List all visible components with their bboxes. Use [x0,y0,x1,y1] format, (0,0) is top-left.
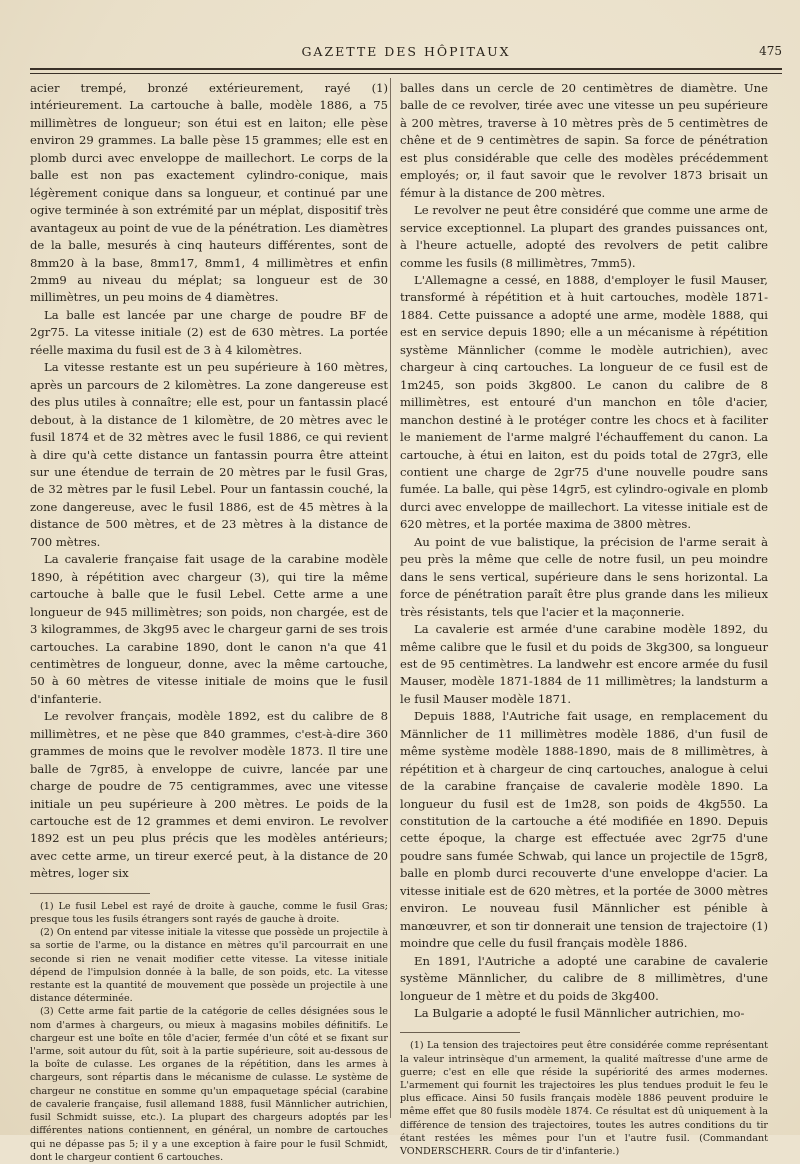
body-paragraph: L'Allemagne a cessé, en 1888, d'employer le fusil Mauser, transformé à répétition et à huit cartouches, modèle 1871-1884. Cette puissance a adopté une arme, modèle 1888, qui est en service depuis 1890; elle a un mécanisme à répétition système Männlicher (comme le modèle autrichien), avec chargeur à cinq cartouches. La longueur de ce fusil est de 1m245, son poids 3kg800. Le canon du calibre de 8 millimètres, est entouré d'un manchon en tôle d'acier, manchon destiné à le protéger contre les chocs et à faciliter le maniement de l'arme malgré l'échauffement du canon. La cartouche, à étui en laiton, est du poids total de 27gr3, elle contient une charge de 2gr75 d'une nouvelle poudre sans fumée. La balle, qui pèse 14gr5, est cylindro-ogivale en plomb durci avec enveloppe de maillechort. La vitesse initiale est de 620 mètres, et la portée maxima de 3800 mètres. [400,272,768,532]
footnote: (3) Cette arme fait partie de la catégorie de celles désignées sous le nom d'armes à chargeurs, ou mieux à magasins mobiles définitifs. Le chargeur est une boîte en tôle d'acier, fermée d'un côté et se fixant sur l'arme, soit autour du fût, soit à la partie supérieure, soit au-dessous de la boîte de culasse. Les organes de la répétition, dans les armes à chargeurs, sont répartis dans le mécanisme de culasse. Le système de chargeur ne constitue en somme qu'un empaquetage spécial (carabine de cavalerie française, fusil allemand 1888, fusil Männlicher autrichien, fusil Schmidt suisse, etc.). La plupart des chargeurs adoptés par les différentes nations contiennent, en général, un nombre de cartouches qui ne dépasse pas 5; il y a une exception à faire pour le fusil Schmidt, dont le chargeur contient 6 cartouches. [30,1006,388,1163]
body-paragraph: En 1891, l'Autriche a adopté une carabine de cavalerie système Männlicher, du calibre de 8 millimètres, d'une longueur de 1 mètre et du poids de 3kg400. [400,953,768,1003]
body-paragraph: La cavalerie est armée d'une carabine modèle 1892, du même calibre que le fusil et du poids de 3kg300, sa longueur est de 95 centimètres. La landwehr est encore armée du fusil Mauser, modèle 1871-1884 de 11 millimètres; la landsturm a le fusil Mauser modèle 1871. [400,622,768,706]
left-column [30,80,388,1164]
footnote-rule [30,893,150,894]
footnote: (1) Le fusil Lebel est rayé de droite à gauche, comme le fusil Gras; presque tous les fusils étrangers sont rayés de gauche à droite. [30,900,388,926]
body-paragraph: balles dans un cercle de 20 centimètres de diamètre. Une balle de ce revolver, tirée avec une vitesse un peu supérieure à 200 mètres, traverse à 10 mètres près de 5 centimètres de chêne et de 9 centimètres de sapin. Sa force de pénétration est plus considérable que celle des modèles précédemment employés; or, il faut savoir que le revolver 1873 brisait un fémur à la distance de 200 mètres. [400,81,768,200]
page-number: 475 [759,44,782,58]
column-divider [390,78,391,1118]
footnote: (2) On entend par vitesse initiale la vitesse que possède un projectile à sa sortie de l'arme, ou la distance en mètres qu'il parcourrait en une seconde si rien ne venait modifier cette vitesse. La vitesse initiale dépend de l'impulsion donnée à la balle, de son poids, etc. La vitesse restante est la quantité de mouvement que possède un projectile à une distance déterminée. [30,927,388,1005]
body-paragraph: Depuis 1888, l'Autriche fait usage, en remplacement du Männlicher de 11 millimètres modèle 1886, d'un fusil de même système modèle 1888-1890, mais de 8 millimètres, à répétition et à chargeur de cinq cartouches, analogue à celui de la carabine française de cavalerie modèle 1890. La longueur du fusil est de 1m28, son poids de 4kg550. La constitution de la cartouche a été modifiée en 1890. Depuis cette époque, la charge est effectuée avec 2gr75 d'une poudre sans fumée Schwab, qui lance un projectile de 15gr8, balle en plomb durci recouverte d'une enveloppe d'acier. La vitesse initiale est de 620 mètres, et la portée de 3000 mètres environ. Le nouveau fusil Männlicher est pénible à manœuvrer, et son tir donnerait une tension de trajectoire (1) moindre que celle du fusil français modèle 1886. [400,709,768,951]
header-rule-thin [30,73,782,74]
footnote-rule [400,1032,520,1033]
body-paragraph: acier trempé, bronzé extérieurement, rayé (1) intérieurement. La cartouche à balle, modèle 1886, a 75 millimètres de longueur; son étui est en laiton; elle pèse environ 29 grammes. La balle pèse 15 grammes; elle est en plomb durci avec enveloppe de maillechort. Le corps de la balle est non pas exactement cylindro-conique, mais légèrement conique dans sa longueur, et continué par une ogive terminée à son extrémité par un méplat, dispositif très avantageux au point de vue de la pénétration. Les diamètres de la balle, mesurés à cinq hauteurs différentes, sont de 8mm20 à la base, 8mm17, 8mm1, 4 millimètres et enfin 2mm9 au niveau du méplat; sa longueur est de 30 millimètres, un peu moins de 4 diamètres. [30,81,388,305]
footnote: (1) La tension des trajectoires peut être considérée comme représentant la valeur intrinsèque d'un armement, la qualité maîtresse d'une arme de guerre; c'est en elle que réside la supériorité des armes modernes. L'armement qui fournit les trajectoires les plus tendues produit le feu le plus efficace. Ainsi 50 fusils français modèle 1886 peuvent produire le même effet que 80 fusils modèle 1874. Ce résultat est dû uniquement à la différence de tension des trajectoires, toutes les autres conditions du tir étant restées les mêmes pour l'un et l'autre fusil. (Commandant VONDERSCHERR. Cours de tir d'infanterie.) [400,1040,768,1158]
body-paragraph: Le revolver français, modèle 1892, est du calibre de 8 millimètres, et ne pèse que 840 grammes, c'est-à-dire 360 grammes de moins que le revolver modèle 1873. Il tire une balle de 7gr85, à enveloppe de cuivre, lancée par une charge de poudre de 75 centigrammes, avec une vitesse initiale un peu supérieure à 200 mètres. Le poids de la cartouche est de 12 grammes et demi environ. Le revolver 1892 est un peu plus précis que les modèles antérieurs; avec cette arme, un tireur exercé peut, à la distance de 20 mètres, loger six [30,709,388,881]
running-title: GAZETTE DES HÔPITAUX [301,44,511,59]
header-rule-thick [30,68,782,70]
page-header [30,44,782,64]
body-paragraph: Le revolver ne peut être considéré que comme une arme de service exceptionnel. La plupart des grandes puissances ont, à l'heure actuelle, adopté des revolvers de petit calibre comme les fusils (8 millimètres, 7mm5). [400,203,768,270]
body-paragraph: La balle est lancée par une charge de poudre BF de 2gr75. La vitesse initiale (2) est de 630 mètres. La portée réelle maxima du fusil est de 3 à 4 kilomètres. [30,307,388,357]
right-column [400,80,768,1158]
body-paragraph: La cavalerie française fait usage de la carabine modèle 1890, à répétition avec chargeur (3), qui tire la même cartouche à balle que le fusil Lebel. Cette arme a une longueur de 945 millimètres; son poids, non chargée, est de 3 kilogrammes, de 3kg95 avec le chargeur garni de ses trois cartouches. La carabine 1890, dont le canon n'a que 41 centimètres de longueur, donne, avec la même cartouche, 50 à 60 mètres de vitesse initiale de moins que le fusil d'infanterie. [30,552,388,706]
body-paragraph: Au point de vue balistique, la précision de l'arme serait à peu près la même que celle de notre fusil, un peu moindre dans le sens vertical, supérieure dans le sens horizontal. La force de pénétration paraît être plus grande dans les milieux très résistants, tels que l'acier et la maçonnerie. [400,534,768,619]
body-paragraph: La vitesse restante est un peu supérieure à 160 mètres, après un parcours de 2 kilomètres. La zone dangereuse est des plus utiles à connaître; elle est, pour un fantassin placé debout, à la distance de 1 kilomètre, de 20 mètres avec le fusil 1874 et de 32 mètres avec le fusil 1886, ce qui revient à dire qu'à cette distance un fantassin pourra être atteint sur une étendue de terrain de 20 mètres par le fusil Gras, de 32 mètres par le fusil Lebel. Pour un fantassin couché, la zone dangereuse, avec le fusil 1886, est de 45 mètres à la distance de 500 mètres, et de 23 mètres à la distance de 700 mètres. [30,360,388,549]
body-paragraph: La Bulgarie a adopté le fusil Männlicher autrichien, mo- [414,1006,745,1021]
